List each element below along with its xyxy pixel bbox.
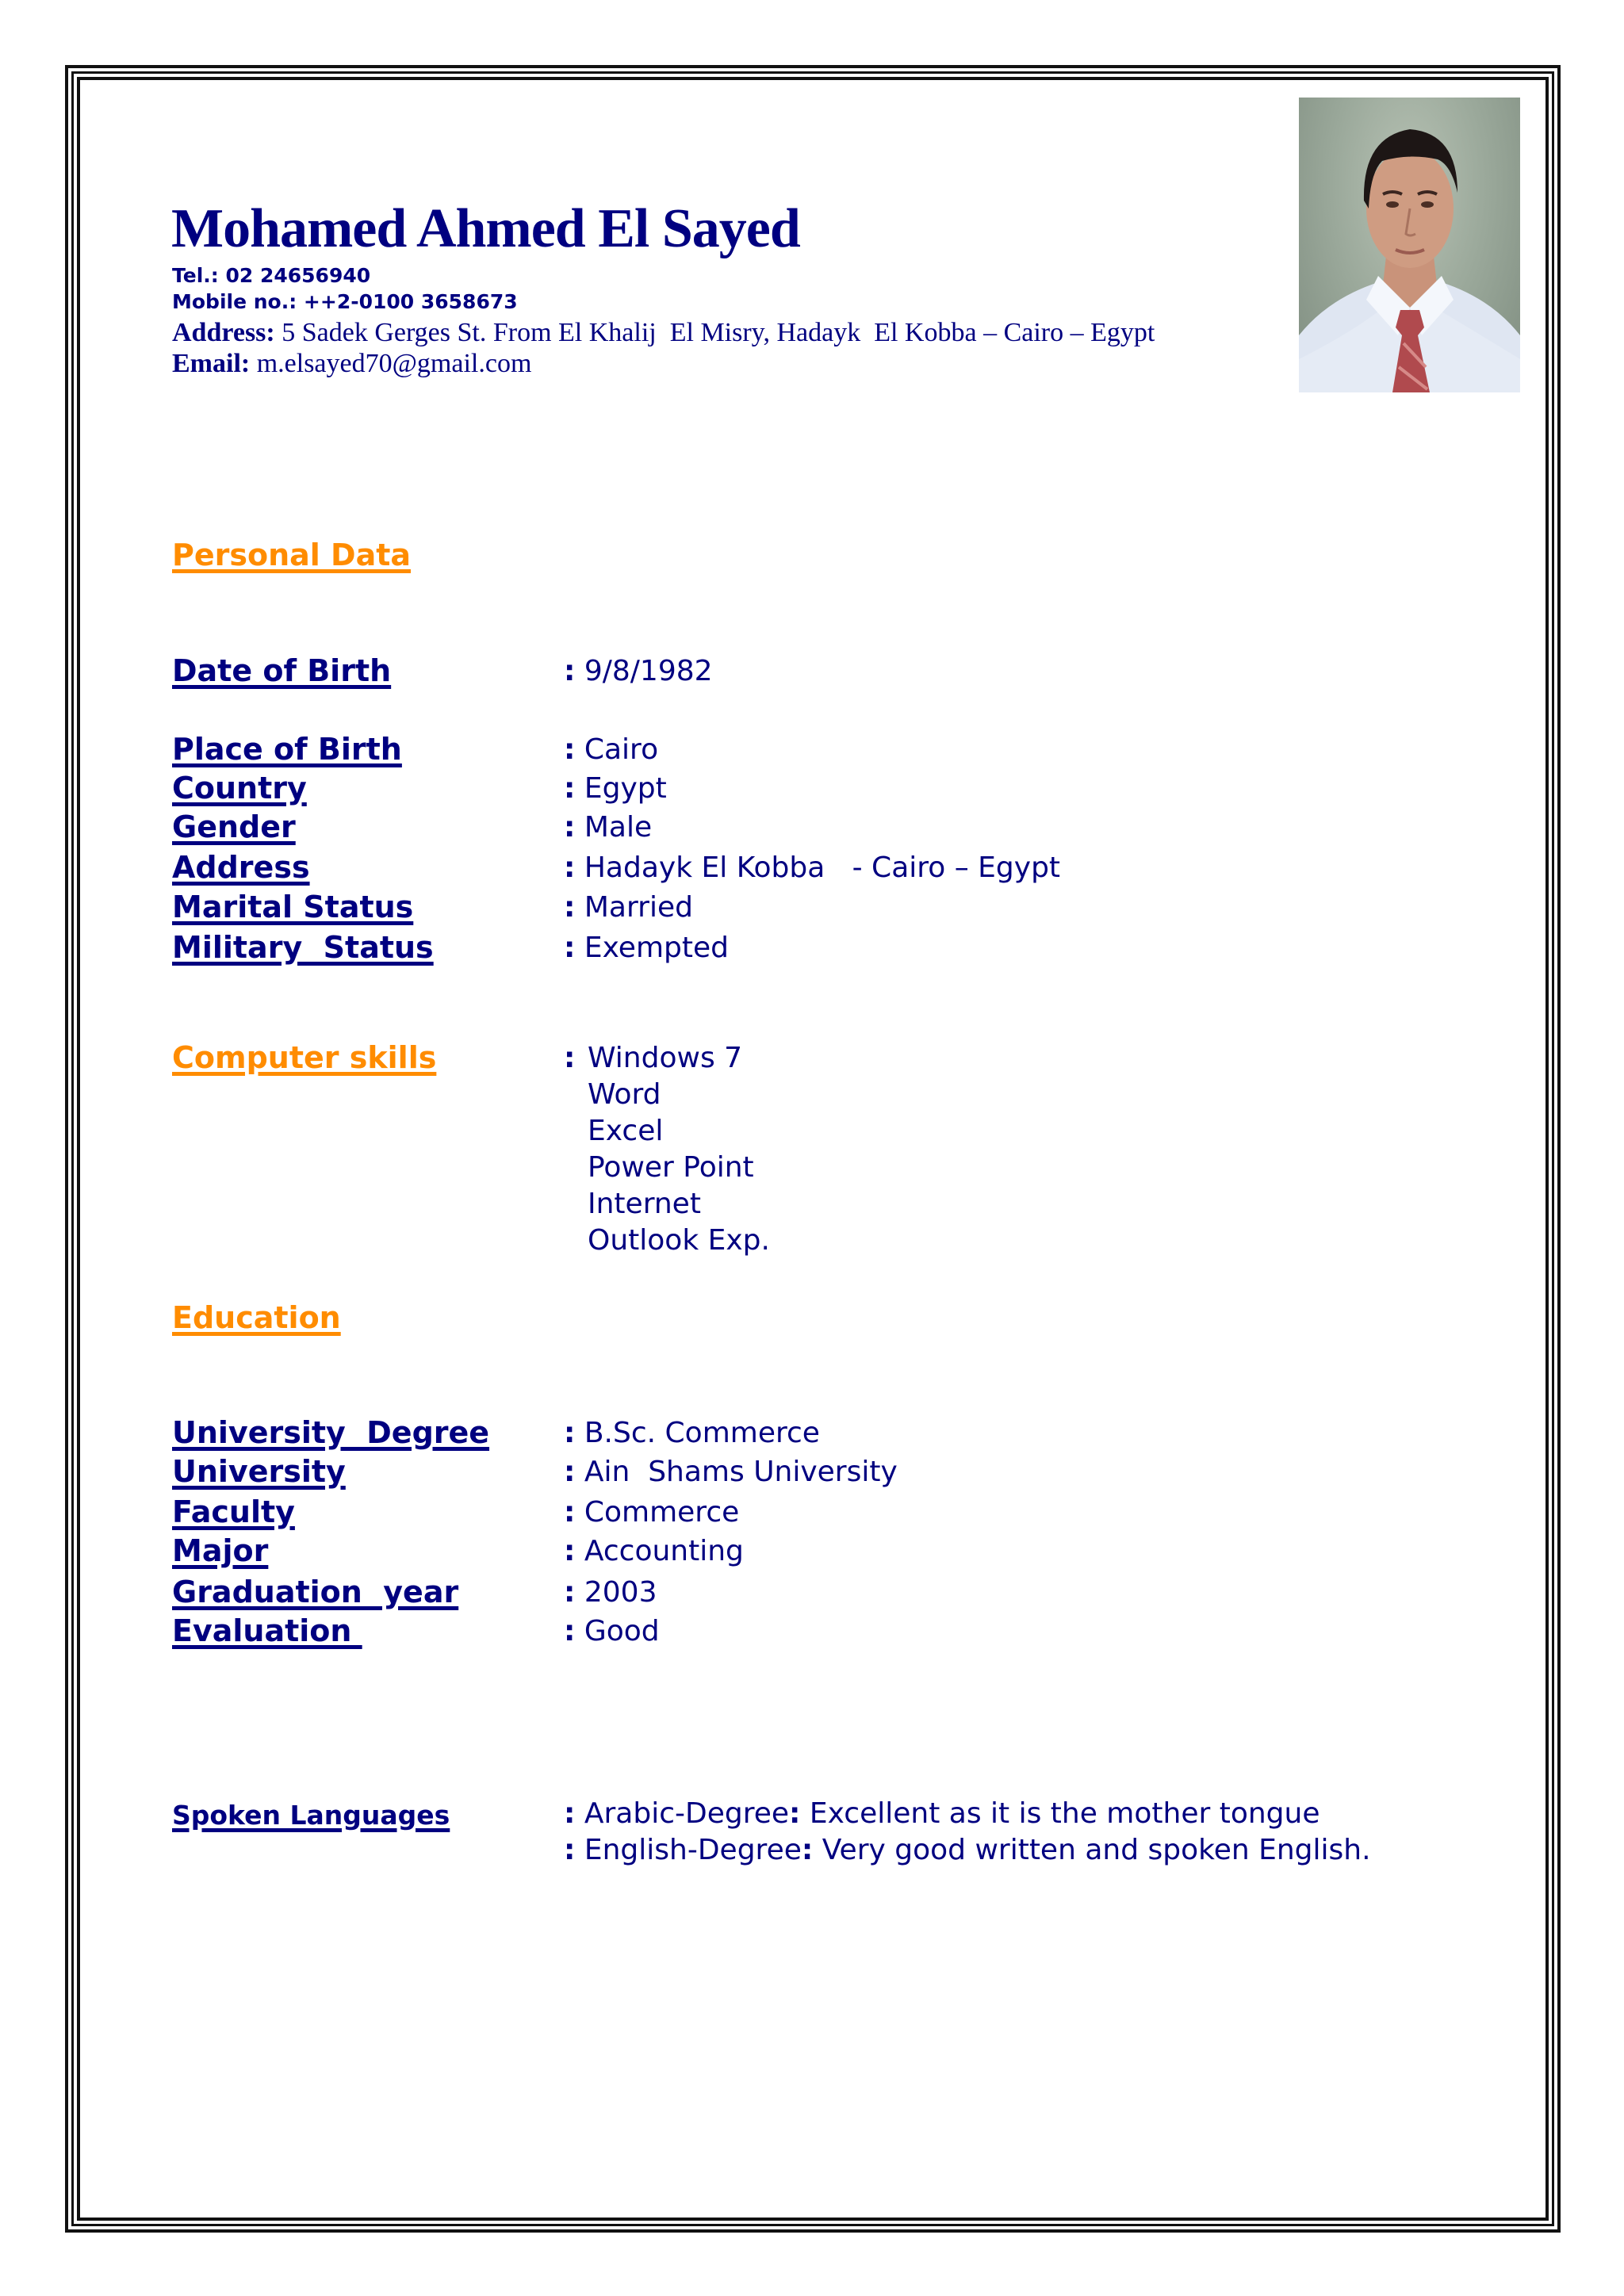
- university-degree-value: B.Sc. Commerce: [584, 1417, 820, 1449]
- telephone-line: [172, 266, 370, 285]
- address-line: [172, 320, 1155, 346]
- mobile-label: Mobile no.:: [172, 290, 297, 313]
- language-item: [564, 1836, 1371, 1865]
- email-line: [172, 350, 531, 377]
- separator-colon: :: [564, 772, 576, 805]
- separator-colon: :: [564, 1535, 576, 1567]
- country-value: Egypt: [584, 772, 667, 805]
- separator-colon: :: [564, 1797, 576, 1830]
- candidate-name: Mohamed Ahmed El Sayed: [171, 198, 800, 259]
- personal-row-value: [564, 772, 667, 805]
- address-value: Hadayk El Kobba - Cairo – Egypt: [584, 851, 1061, 884]
- separator-colon: :: [564, 1456, 576, 1488]
- education-row-label: Graduation year: [172, 1575, 459, 1609]
- separator-colon: :: [564, 851, 576, 884]
- language-description: Excellent as it is the mother tongue: [800, 1797, 1320, 1830]
- education-row-label: Faculty: [172, 1494, 295, 1529]
- education-row-value: [564, 1498, 739, 1527]
- telephone-label: Tel.:: [172, 264, 219, 287]
- personal-row-label: Date of Birth: [172, 653, 392, 688]
- separator-colon: :: [564, 1615, 576, 1647]
- language-item: [564, 1797, 1320, 1830]
- language-name: Arabic-Degree: [584, 1797, 790, 1830]
- gender-value: Male: [584, 811, 653, 844]
- education-row-value: [564, 1419, 820, 1448]
- skill-item: Excel: [588, 1115, 664, 1147]
- skill-item: Power Point: [588, 1151, 754, 1184]
- education-row-label: Evaluation: [172, 1613, 362, 1648]
- skill-item: Windows 7: [588, 1042, 743, 1074]
- personal-row-value: [564, 891, 693, 924]
- telephone-value: 02 24656940: [218, 264, 371, 287]
- education-row-value: [564, 1458, 898, 1487]
- personal-row-label: Address: [172, 850, 310, 885]
- mobile-line: [172, 292, 518, 312]
- education-row-label: Major: [172, 1533, 269, 1568]
- personal-row-value: [564, 733, 659, 766]
- personal-row-value: [564, 851, 1061, 884]
- section-heading-education: Education: [172, 1300, 341, 1335]
- military-status-value: Exempted: [584, 932, 729, 964]
- skill-item: Word: [588, 1078, 661, 1111]
- email-label: Email:: [172, 349, 251, 378]
- separator-colon: :: [564, 811, 576, 844]
- section-heading-personal-data: Personal Data: [172, 538, 412, 572]
- mobile-value: ++2-0100 3658673: [297, 290, 518, 313]
- faculty-value: Commerce: [584, 1496, 740, 1529]
- education-row-value: [564, 1578, 657, 1607]
- separator-colon: :: [564, 1417, 576, 1449]
- place-of-birth-value: Cairo: [584, 733, 659, 766]
- skill-item: Outlook Exp.: [588, 1224, 770, 1257]
- separator-colon: :: [564, 1576, 576, 1609]
- person-portrait-icon: [1299, 98, 1520, 392]
- separator-colon: :: [801, 1834, 814, 1866]
- email-value[interactable]: m.elsayed70@gmail.com: [250, 349, 532, 378]
- separator-colon: :: [564, 1496, 576, 1529]
- date-of-birth-value: 9/8/1982: [584, 655, 713, 687]
- major-value: Accounting: [584, 1535, 744, 1567]
- separator-colon: :: [564, 1042, 576, 1074]
- separator-colon: :: [564, 1834, 576, 1866]
- language-description: Very good written and spoken English.: [813, 1834, 1371, 1866]
- education-row-label: University Degree: [172, 1415, 490, 1450]
- separator-colon: :: [564, 891, 576, 924]
- section-heading-computer-skills: Computer skills: [172, 1040, 437, 1075]
- profile-photo: [1299, 98, 1520, 392]
- separator-colon: :: [789, 1797, 801, 1830]
- education-row-label: University: [172, 1454, 346, 1489]
- address-value: 5 Sadek Gerges St. From El Khalij El Misry, Hadayk El Kobba – Cairo – Egypt: [274, 318, 1155, 347]
- graduation-year-value: 2003: [584, 1576, 657, 1609]
- personal-row-value: [564, 813, 652, 842]
- skill-item: Internet: [588, 1188, 701, 1220]
- separator-colon: :: [564, 655, 576, 687]
- marital-status-value: Married: [584, 891, 693, 924]
- personal-row-label: Gender: [172, 809, 296, 844]
- university-value: Ain Shams University: [584, 1456, 898, 1488]
- address-label: Address:: [172, 318, 275, 347]
- section-heading-spoken-languages: Spoken Languages: [172, 1800, 450, 1831]
- education-row-value: [564, 1537, 744, 1566]
- personal-row-value: [564, 657, 713, 686]
- personal-row-value: [564, 934, 729, 962]
- personal-row-label: Country: [172, 771, 307, 806]
- education-row-value: [564, 1617, 660, 1646]
- evaluation-value: Good: [584, 1615, 660, 1647]
- personal-row-label: Place of Birth: [172, 732, 402, 767]
- language-name: English-Degree: [584, 1834, 802, 1866]
- personal-row-label: Marital Status: [172, 890, 414, 924]
- separator-colon: :: [564, 932, 576, 964]
- separator-colon: :: [564, 733, 576, 766]
- personal-row-label: Military Status: [172, 930, 434, 965]
